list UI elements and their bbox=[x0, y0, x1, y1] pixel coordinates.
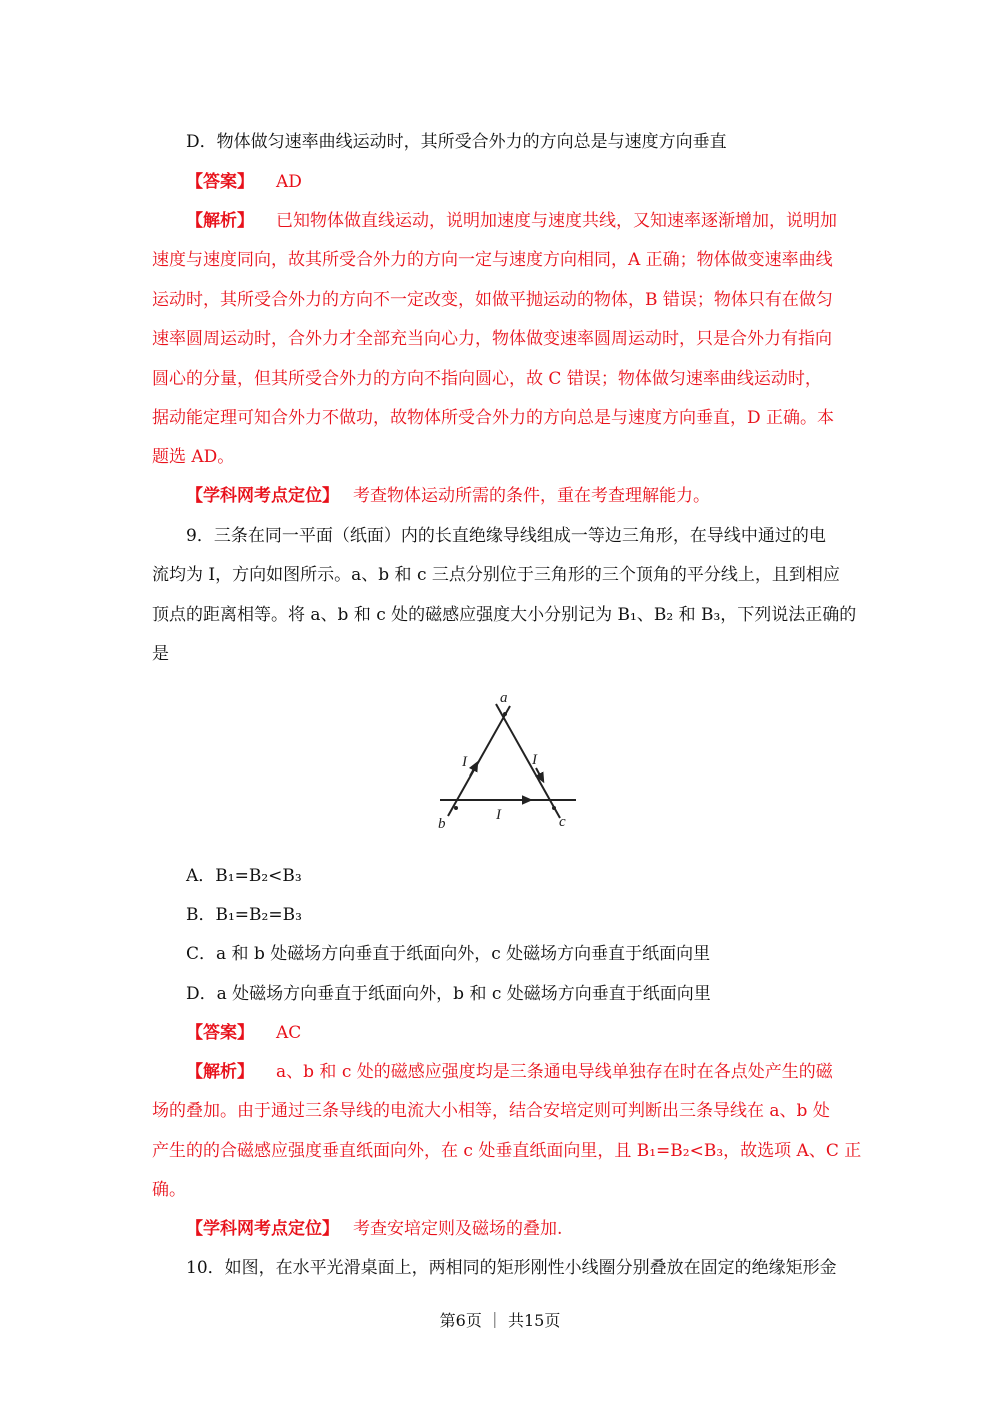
analysis-label: 【解析】 bbox=[186, 211, 254, 231]
q9-point bbox=[186, 1217, 562, 1241]
point-text: 考查安培定则及磁场的叠加. bbox=[353, 1219, 563, 1239]
q9-option-a: A．B₁=B₂<B₃ bbox=[186, 866, 302, 886]
q9-option-b: B．B₁=B₂=B₃ bbox=[186, 905, 302, 925]
q8-analysis-line: 圆心的分量，但其所受合外力的方向不指向圆心，故 C 错误；物体做匀速率曲线运动时， bbox=[152, 369, 822, 389]
analysis-text: a、b 和 c 处的磁感应强度均是三条通电导线单独存在时在各点处产生的磁 bbox=[276, 1062, 833, 1082]
answer-value: AD bbox=[276, 172, 302, 192]
point-b bbox=[454, 806, 458, 810]
answer-value: AC bbox=[276, 1023, 302, 1043]
page-number-footer: 第6页 ｜ 共15页 bbox=[439, 1311, 561, 1330]
q8-option-d: D．物体做匀速率曲线运动时，其所受合外力的方向总是与速度方向垂直 bbox=[186, 132, 727, 152]
q9-stem-line: 是 bbox=[152, 644, 169, 664]
point-c bbox=[552, 806, 556, 810]
q9-answer bbox=[186, 1021, 301, 1045]
answer-label: 【答案】 bbox=[186, 1023, 254, 1043]
q9-stem-line: 顶点的距离相等。将 a、b 和 c 处的磁感应强度大小分别记为 B₁、B₂ 和 B₃，下列说法正确的 bbox=[152, 605, 857, 625]
analysis-text: 已知物体做直线运动，说明加速度与速度共线，又知速率逐渐增加，说明加 bbox=[276, 211, 837, 231]
answer-label: 【答案】 bbox=[186, 172, 254, 192]
label-current-bottom: I bbox=[496, 807, 501, 823]
label-c: c bbox=[559, 814, 566, 830]
q8-answer bbox=[186, 170, 302, 194]
q9-stem-line: 流均为 I，方向如图所示。a、b 和 c 三点分别位于三角形的三个顶角的平分线上，且到相应 bbox=[152, 565, 840, 585]
left-current-arrow bbox=[470, 765, 476, 776]
q8-point bbox=[186, 484, 710, 508]
label-b: b bbox=[438, 816, 446, 831]
q9-analysis-line: 场的叠加。由于通过三条导线的电流大小相等，结合安培定则可判断出三条导线在 a、b 处 bbox=[152, 1101, 830, 1121]
point-label: 【学科网考点定位】 bbox=[186, 486, 339, 506]
q9-stem-line: 9．三条在同一平面（纸面）内的长直绝缘导线组成一等边三角形，在导线中通过的电 bbox=[186, 526, 826, 546]
q8-analysis-line: 速率圆周运动时，合外力才全部充当向心力，物体做变速率圆周运动时，只是合外力有指向 bbox=[152, 329, 832, 349]
q8-analysis-line: 速度与速度同向，故其所受合外力的方向一定与速度方向相同，A 正确；物体做变速率曲线 bbox=[152, 250, 833, 270]
label-a: a bbox=[500, 690, 508, 706]
q9-analysis-first bbox=[186, 1060, 833, 1084]
analysis-label: 【解析】 bbox=[186, 1062, 254, 1082]
point-a bbox=[503, 712, 507, 716]
q9-option-d: D．a 处磁场方向垂直于纸面向外，b 和 c 处磁场方向垂直于纸面向里 bbox=[186, 984, 711, 1004]
q10-stem-line: 10．如图，在水平光滑桌面上，两相同的矩形刚性小线圈分别叠放在固定的绝缘矩形金 bbox=[186, 1258, 837, 1278]
q8-analysis-first bbox=[186, 209, 837, 233]
q9-option-c: C．a 和 b 处磁场方向垂直于纸面向外，c 处磁场方向垂直于纸面向里 bbox=[186, 944, 711, 964]
label-current-right: I bbox=[532, 752, 537, 768]
q9-analysis-line: 确。 bbox=[152, 1180, 186, 1200]
triangle-wire-figure bbox=[426, 686, 606, 831]
q9-analysis-line: 产生的的合磁感应强度垂直纸面向外，在 c 处垂直纸面向里，且 B₁=B₂<B₃，故选项 A、C 正 bbox=[152, 1141, 862, 1161]
q8-analysis-line: 运动时，其所受合外力的方向不一定改变，如做平抛运动的物体，B 错误；物体只有在做匀 bbox=[152, 290, 833, 310]
label-current-left: I bbox=[462, 754, 467, 770]
q8-analysis-line: 据动能定理可知合外力不做功，故物体所受合外力的方向总是与速度方向垂直，D 正确。本 bbox=[152, 408, 835, 428]
point-text: 考查物体运动所需的条件，重在考查理解能力。 bbox=[353, 486, 710, 506]
q8-analysis-line: 题选 AD。 bbox=[152, 447, 235, 467]
point-label: 【学科网考点定位】 bbox=[186, 1219, 339, 1239]
